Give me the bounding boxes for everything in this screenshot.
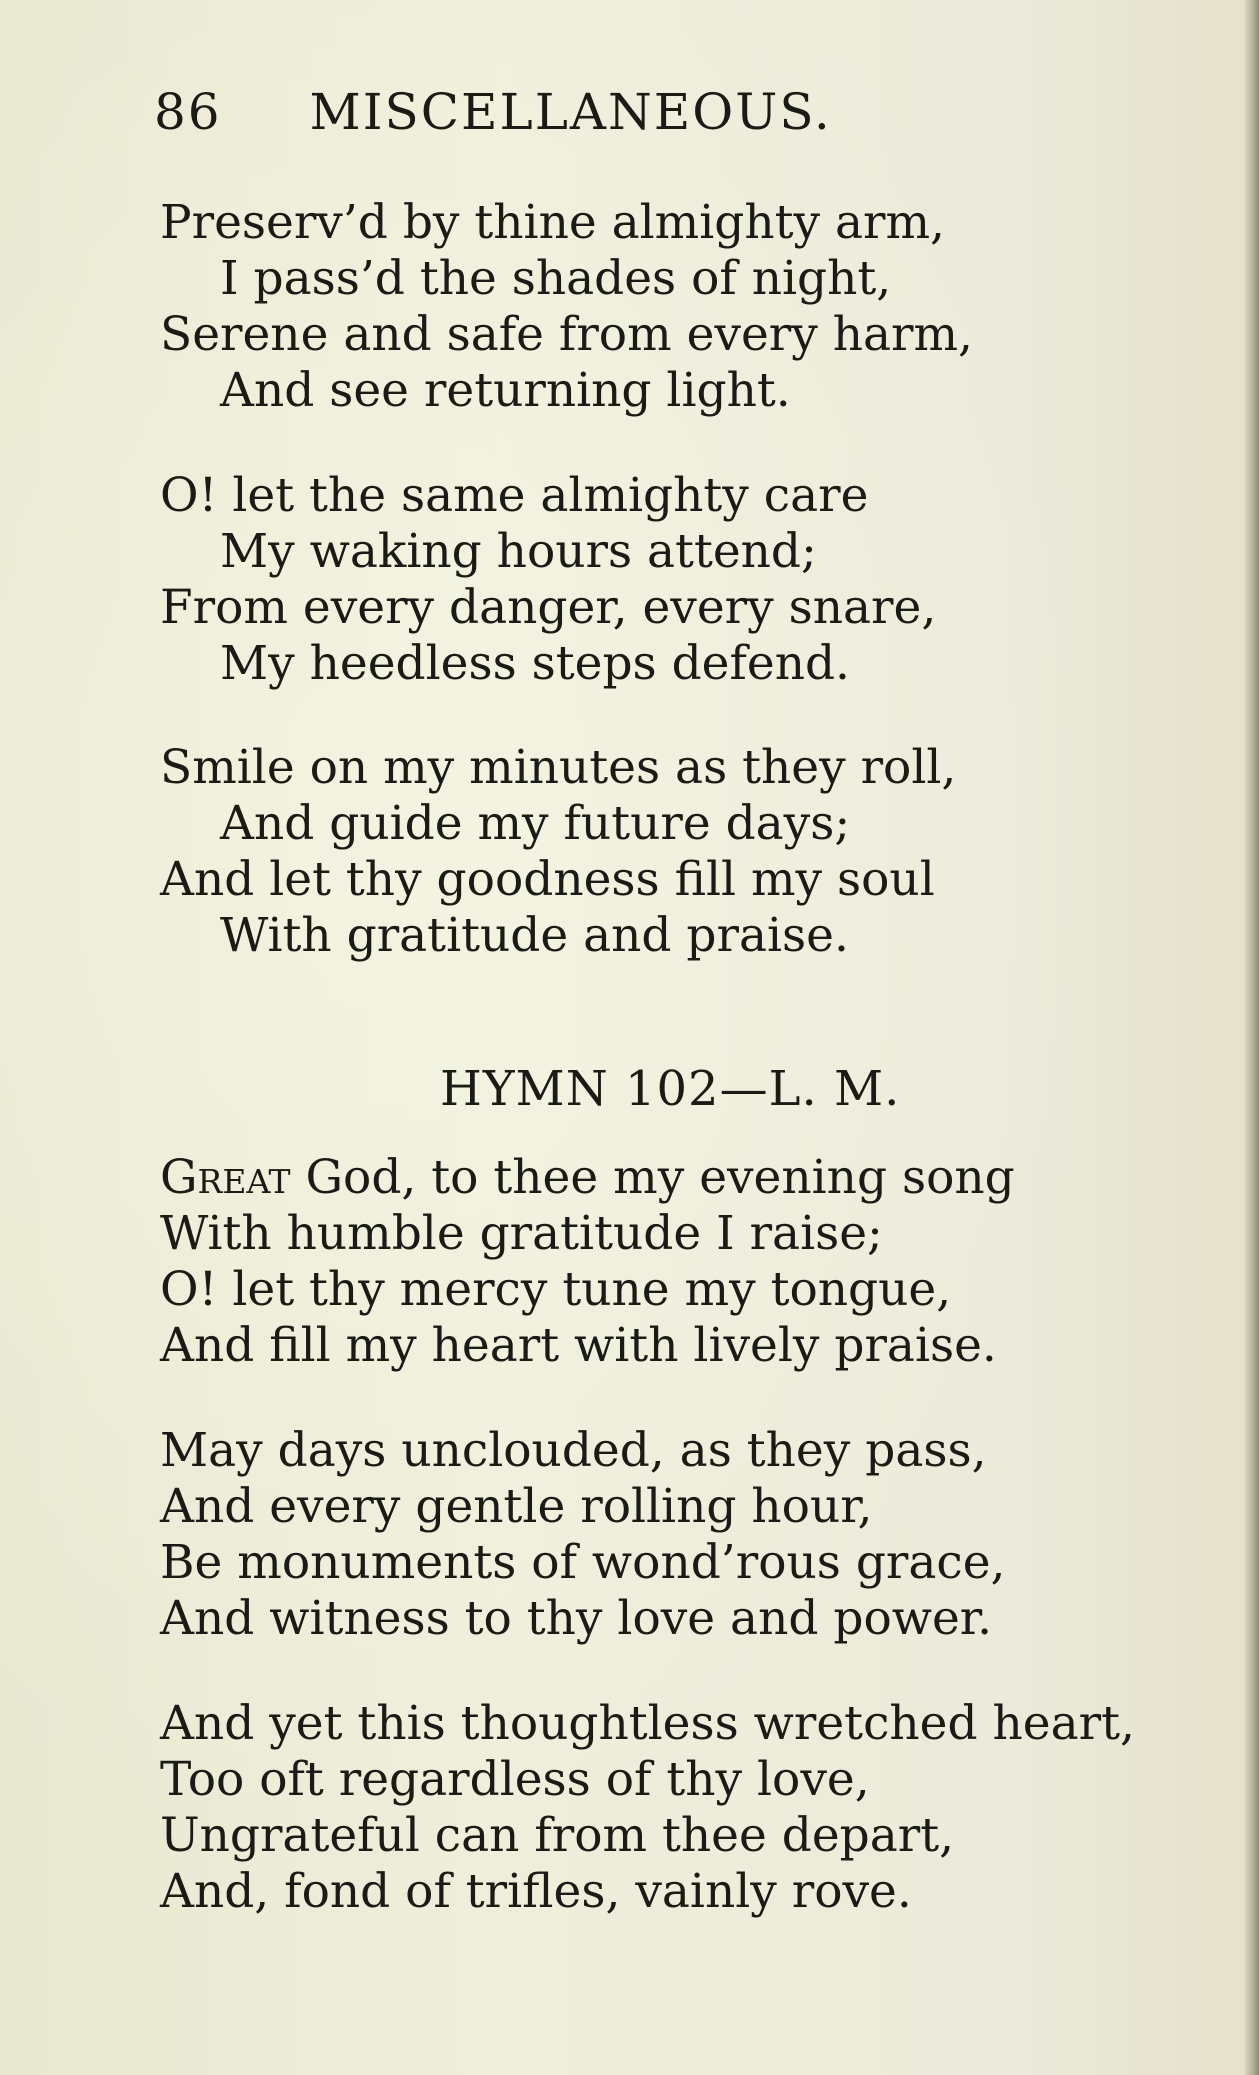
verse-line: My waking hours attend;	[220, 524, 817, 579]
verse-line: And, fond of trifles, vainly rove.	[160, 1864, 912, 1919]
verse-line: Smile on my minutes as they roll,	[160, 740, 957, 795]
stanza-1	[160, 195, 1220, 419]
verse-line: Serene and safe from every harm,	[160, 307, 973, 362]
verse-line: And let thy goodness fill my soul	[160, 852, 935, 907]
verse-line: O! let thy mercy tune my tongue,	[160, 1262, 952, 1317]
verse-line: My heedless steps defend.	[220, 636, 851, 691]
verse-line: Be monuments of wond’rous grace,	[160, 1535, 1006, 1590]
verse-line: And guide my future days;	[220, 796, 851, 851]
stanza-2	[160, 468, 1220, 692]
verse-line: And every gentle rolling hour,	[160, 1479, 873, 1534]
verse-line: Ungrateful can from thee depart,	[160, 1808, 955, 1863]
verse-line: May days unclouded, as they pass,	[160, 1423, 987, 1478]
verse-line: With gratitude and praise.	[220, 908, 849, 963]
verse-line: O! let the same almighty care	[160, 468, 869, 523]
hymn-stanza-2	[160, 1423, 1220, 1647]
verse-line: And yet this thoughtless wretched heart,	[160, 1696, 1135, 1751]
verse-line: And see returning light.	[220, 363, 791, 418]
first-line-rest: God, to thee my evening song	[290, 1150, 1015, 1205]
verse-line: I pass’d the shades of night,	[220, 251, 892, 306]
verse-line: And fill my heart with lively praise.	[160, 1318, 997, 1373]
hymn-stanza-1	[160, 1150, 1220, 1374]
verse-line: With humble gratitude I raise;	[160, 1206, 883, 1261]
verse-line: And witness to thy love and power.	[160, 1591, 993, 1646]
hymn-stanza-3	[160, 1696, 1220, 1920]
verse-line: Preserv’d by thine almighty arm,	[160, 195, 946, 250]
hymn-title: HYMN 102—L. M.	[440, 1061, 901, 1117]
stanza-3	[160, 740, 1220, 964]
first-word: Great	[160, 1150, 291, 1205]
verse-line: From every danger, every snare,	[160, 580, 937, 635]
page-header	[154, 72, 1054, 152]
page-number: 86	[154, 83, 222, 141]
verse-line-first	[160, 1150, 1220, 1206]
page-edge-shadow	[1245, 0, 1259, 2075]
verse-line: Too oft regardless of thy love,	[160, 1752, 870, 1807]
running-title: MISCELLANEOUS.	[309, 83, 832, 141]
